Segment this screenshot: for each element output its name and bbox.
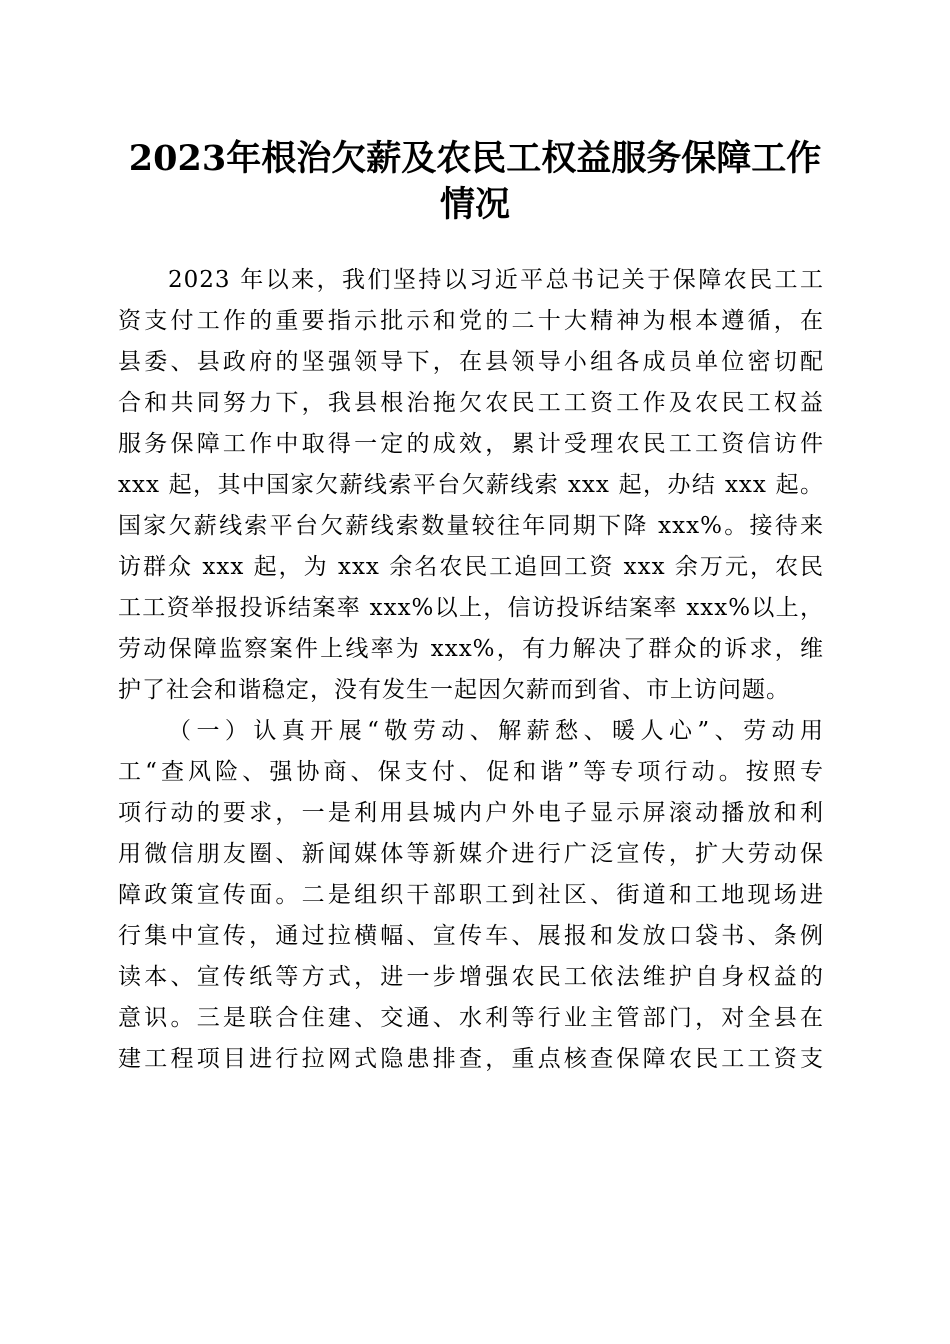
text-line: 国家欠薪线索平台欠薪线索数量较往年同期下降 xxx%。接待来	[118, 513, 824, 539]
paragraph-intro	[118, 260, 824, 711]
title-line-1: 2023年根治欠薪及农民工权益服务保障工作	[128, 138, 822, 179]
text-line: 建工程项目进行拉网式隐患排查，重点核查保障农民工工资支	[118, 1046, 824, 1072]
document-title	[110, 136, 840, 228]
text-line: 劳动保障监察案件上线率为 xxx%，有力解决了群众的诉求，维	[118, 636, 824, 662]
text-line: 护了社会和谐稳定，没有发生一起因欠薪而到省、市上访问题。	[118, 677, 790, 703]
text-line: 障政策宣传面。二是组织干部职工到社区、街道和工地现场进	[118, 882, 824, 908]
text-line: 工工资举报投诉结案率 xxx%以上，信访投诉结案率 xxx%以上，	[118, 595, 824, 621]
text-line: 项行动的要求，一是利用县城内户外电子显示屏滚动播放和利	[118, 800, 824, 826]
text-line: 资支付工作的重要指示批示和党的二十大精神为根本遵循，在	[118, 308, 824, 334]
title-line-2: 情况	[439, 184, 510, 225]
text-line: 服务保障工作中取得一定的成效，累计受理农民工工资信访件	[118, 431, 824, 457]
text-line: 合和共同努力下，我县根治拖欠农民工工资工作及农民工权益	[118, 390, 824, 416]
text-line: xxx 起，其中国家欠薪线索平台欠薪线索 xxx 起，办结 xxx 起。	[118, 472, 824, 498]
text-line: （一）认真开展“敬劳动、解薪愁、暖人心”、劳动用	[168, 718, 824, 744]
text-line: 访群众 xxx 起，为 xxx 余名农民工追回工资 xxx 余万元，农民	[118, 554, 824, 580]
text-line: 用微信朋友圈、新闻媒体等新媒介进行广泛宣传，扩大劳动保	[118, 841, 824, 867]
document-body	[118, 260, 824, 1080]
text-line: 工“查风险、强协商、保支付、促和谐”等专项行动。按照专	[118, 759, 824, 785]
text-line: 读本、宣传纸等方式，进一步增强农民工依法维护自身权益的	[118, 964, 824, 990]
text-line: 意识。三是联合住建、交通、水利等行业主管部门，对全县在	[118, 1005, 824, 1031]
text-line: 县委、县政府的坚强领导下，在县领导小组各成员单位密切配	[118, 349, 824, 375]
text-line: 行集中宣传，通过拉横幅、宣传车、展报和发放口袋书、条例	[118, 923, 824, 949]
text-line: 2023 年以来，我们坚持以习近平总书记关于保障农民工工	[168, 267, 824, 293]
paragraph-section-1	[118, 711, 824, 1080]
